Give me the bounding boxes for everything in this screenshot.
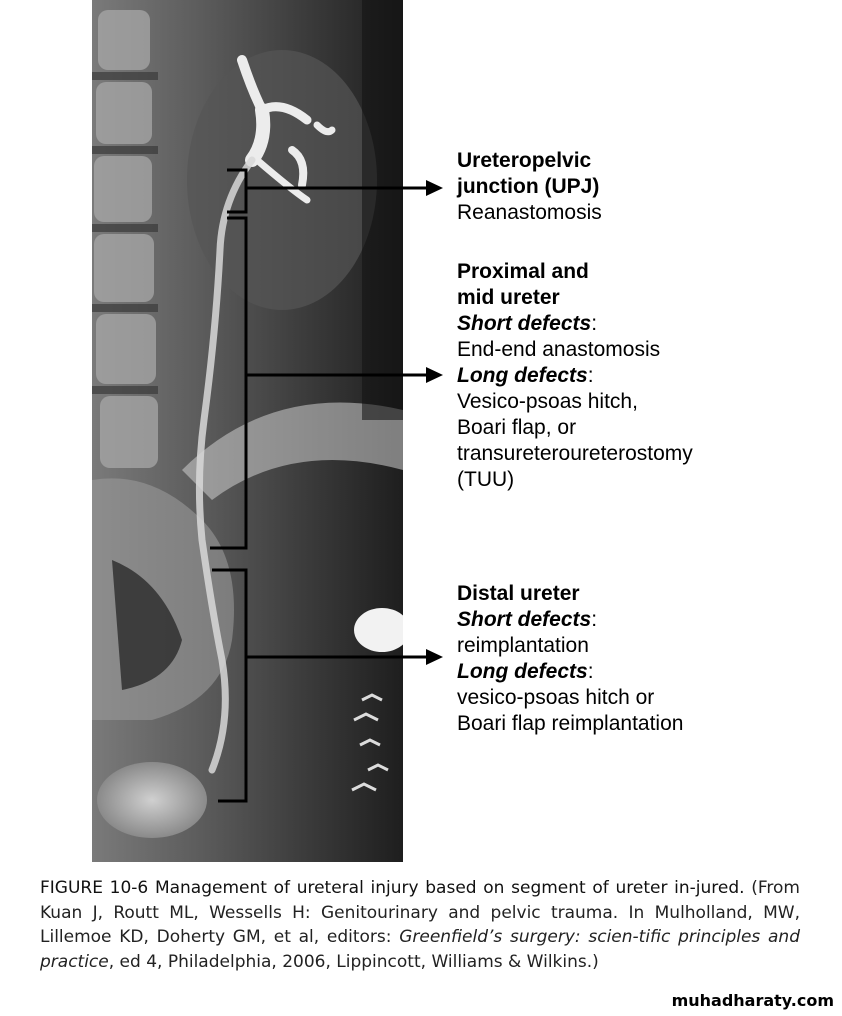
proximal-long-heading	[457, 363, 693, 389]
distal-arrowhead	[426, 649, 443, 665]
proximal-short-label: Short defects	[457, 312, 592, 335]
distal-label	[457, 581, 683, 737]
distal-long-label: Long defects	[457, 660, 588, 683]
upj-bracket	[227, 170, 246, 212]
proximal-long-label: Long defects	[457, 364, 588, 387]
distal-long-line2: Boari flap reimplantation	[457, 712, 684, 735]
upj-label	[457, 148, 602, 226]
upj-title-line2: junction (UPJ)	[457, 175, 600, 198]
distal-long-heading	[457, 659, 683, 685]
distal-long-suffix: :	[587, 660, 594, 683]
caption-italic: Greenfield’s surgery: scien-tific principles and practice	[40, 927, 800, 972]
proximal-long-suffix: :	[587, 364, 594, 387]
distal-short-suffix: :	[591, 608, 598, 631]
proximal-long-line2: Boari flap, or	[457, 416, 577, 439]
caption-lead: FIGURE 10-6 Management of ureteral injury based on segment of ureter in-jured.	[40, 878, 745, 898]
caption-part1: (From Kuan J, Routt ML, Wessells H: Genitourinary and pelvic trauma. In Mulholland, MW, Lillemoe KD, Doherty GM, et al, editors:	[40, 878, 800, 947]
distal-bracket	[212, 570, 246, 801]
proximal-long-line4: (TUU)	[457, 468, 515, 491]
proximal-short-text: End-end anastomosis	[457, 338, 661, 361]
proximal-label	[457, 259, 693, 493]
distal-short-heading	[457, 607, 683, 633]
upj-text: Reanastomosis	[457, 201, 602, 224]
proximal-bracket	[210, 218, 246, 548]
proximal-short-heading	[457, 311, 693, 337]
proximal-long-line3: transureteroureterostomy	[457, 442, 693, 465]
caption-part2: , ed 4, Philadelphia, 2006, Lippincott, Williams & Wilkins.)	[108, 951, 599, 972]
proximal-title-line1: Proximal and	[457, 260, 589, 283]
distal-short-text: reimplantation	[457, 634, 589, 657]
upj-title-line1: Ureteropelvic	[457, 149, 592, 172]
upj-arrowhead	[426, 180, 443, 196]
proximal-short-suffix: :	[591, 312, 598, 335]
watermark: muhadharaty.com	[671, 991, 834, 1010]
proximal-title-line2: mid ureter	[457, 286, 560, 309]
distal-title: Distal ureter	[457, 582, 580, 605]
proximal-long-line1: Vesico-psoas hitch,	[457, 390, 638, 413]
distal-short-label: Short defects	[457, 608, 592, 631]
distal-long-line1: vesico-psoas hitch or	[457, 686, 655, 709]
proximal-arrowhead	[426, 367, 443, 383]
figure-caption	[40, 876, 800, 974]
